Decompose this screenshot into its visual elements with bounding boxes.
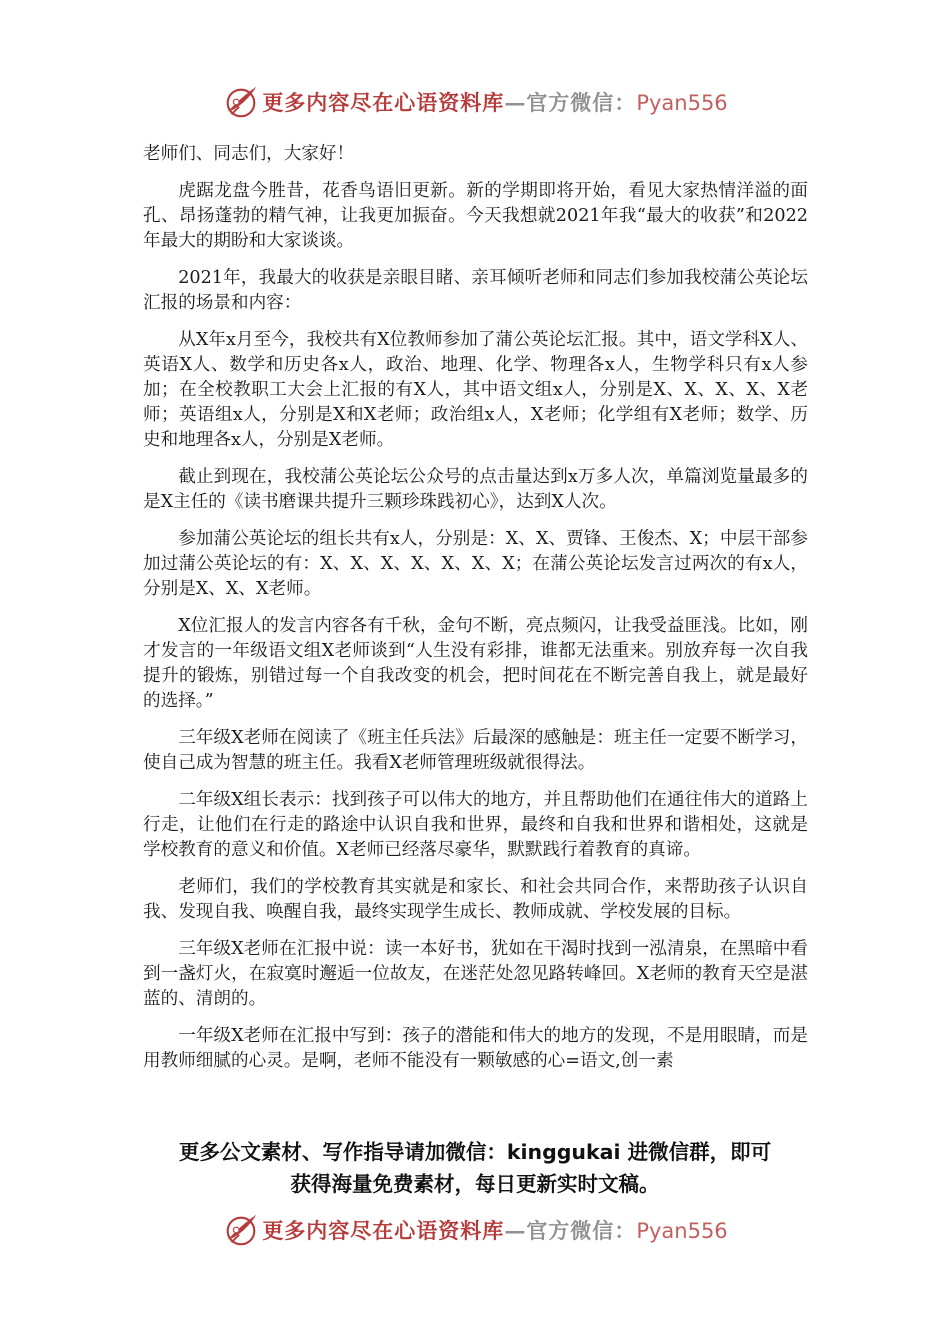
greeting: 老师们、同志们，大家好！ (143, 144, 355, 164)
header-banner (0, 80, 950, 124)
footer-banner (0, 1208, 950, 1252)
paragraph: 2021年，我最大的收获是亲眼目睹、亲耳倾听老师和同志们参加我校蒲公英论坛汇报的场景和内容： (143, 268, 808, 313)
paragraph: 从X年x月至今，我校共有X位教师参加了蒲公英论坛汇报。其中，语文学科X人、英语X人、数学和历史各x人，政治、地理、化学、物理各x人，生物学科只有x人参加；在全校教职工大会上汇报的有X人，其中语文组x人，分别是X、X、X、X、X老师；英语组x人，分别是X和X老师；政治组x人，X老师；化学组有X老师；数学、历史和地理各x人，分别是X老师。 (143, 330, 808, 450)
footer-promo-note (140, 1136, 810, 1200)
banner-wechat-id: Pyan556 (636, 91, 728, 115)
quill-pen-icon (222, 83, 260, 121)
banner-separator: —官方微信： (504, 1218, 637, 1243)
footer-note-line-1: 更多公文素材、写作指导请加微信：kinggukai 进微信群，即可 (178, 1140, 772, 1164)
paragraph: 三年级X老师在汇报中说：读一本好书，犹如在干渴时找到一泓清泉，在黑暗中看到一盏灯火，在寂寞时邂逅一位故友，在迷茫处忽见路转峰回。X老师的教育天空是湛蓝的、清朗的。 (143, 939, 808, 1009)
paragraph: 虎踞龙盘今胜昔，花香鸟语旧更新。新的学期即将开始，看见大家热情洋溢的面孔、昂扬蓬勃的精气神，让我更加振奋。今天我想就2021年我“最大的收获”和2022年最大的期盼和大家谈谈。 (143, 181, 808, 251)
paragraph: 参加蒲公英论坛的组长共有x人，分别是：X、X、贾锋、王俊杰、X；中层干部参加过蒲公英论坛的有：X、X、X、X、X、X、X；在蒲公英论坛发言过两次的有x人，分别是X、X、X老师。 (143, 529, 808, 599)
paragraph: 三年级X老师在阅读了《班主任兵法》后最深的感触是：班主任一定要不断学习，使自己成为智慧的班主任。我看X老师管理班级就很得法。 (143, 728, 808, 773)
quill-pen-icon (222, 1211, 260, 1249)
banner-separator: —官方微信： (504, 90, 637, 115)
banner-wechat-id: Pyan556 (636, 1219, 728, 1243)
footer-note-line-2: 获得海量免费素材，每日更新实时文稿。 (290, 1172, 660, 1196)
paragraph: 二年级X组长表示：找到孩子可以伟大的地方，并且帮助他们在通往伟大的道路上行走，让他们在行走的路途中认识自我和世界，最终和自我和世界和谐相处，这就是学校教育的意义和价值。X老师已经落尽豪华，默默践行着教育的真谛。 (143, 790, 808, 860)
document-body (143, 142, 808, 1086)
banner-brand: 更多内容尽在心语资料库 (262, 90, 505, 115)
banner-text (262, 87, 727, 117)
paragraph: 截止到现在，我校蒲公英论坛公众号的点击量达到x万多人次，单篇浏览量最多的是X主任的《读书磨课共提升三颗珍珠践初心》，达到X人次。 (143, 467, 808, 512)
banner-brand: 更多内容尽在心语资料库 (262, 1218, 505, 1243)
paragraph: X位汇报人的发言内容各有千秋，金句不断，亮点频闪，让我受益匪浅。比如，刚才发言的一年级语文组X老师谈到“人生没有彩排，谁都无法重来。别放弃每一次自我提升的锻炼，别错过每一个自我改变的机会，把时间花在不断完善自我上，就是最好的选择。” (143, 616, 808, 711)
banner-text (262, 1215, 727, 1245)
paragraph: 老师们，我们的学校教育其实就是和家长、和社会共同合作，来帮助孩子认识自我、发现自我、唤醒自我，最终实现学生成长、教师成就、学校发展的目标。 (143, 877, 808, 922)
paragraph: 一年级X老师在汇报中写到：孩子的潜能和伟大的地方的发现，不是用眼睛，而是用教师细腻的心灵。是啊，老师不能没有一颗敏感的心=语文,创一素 (143, 1026, 808, 1071)
